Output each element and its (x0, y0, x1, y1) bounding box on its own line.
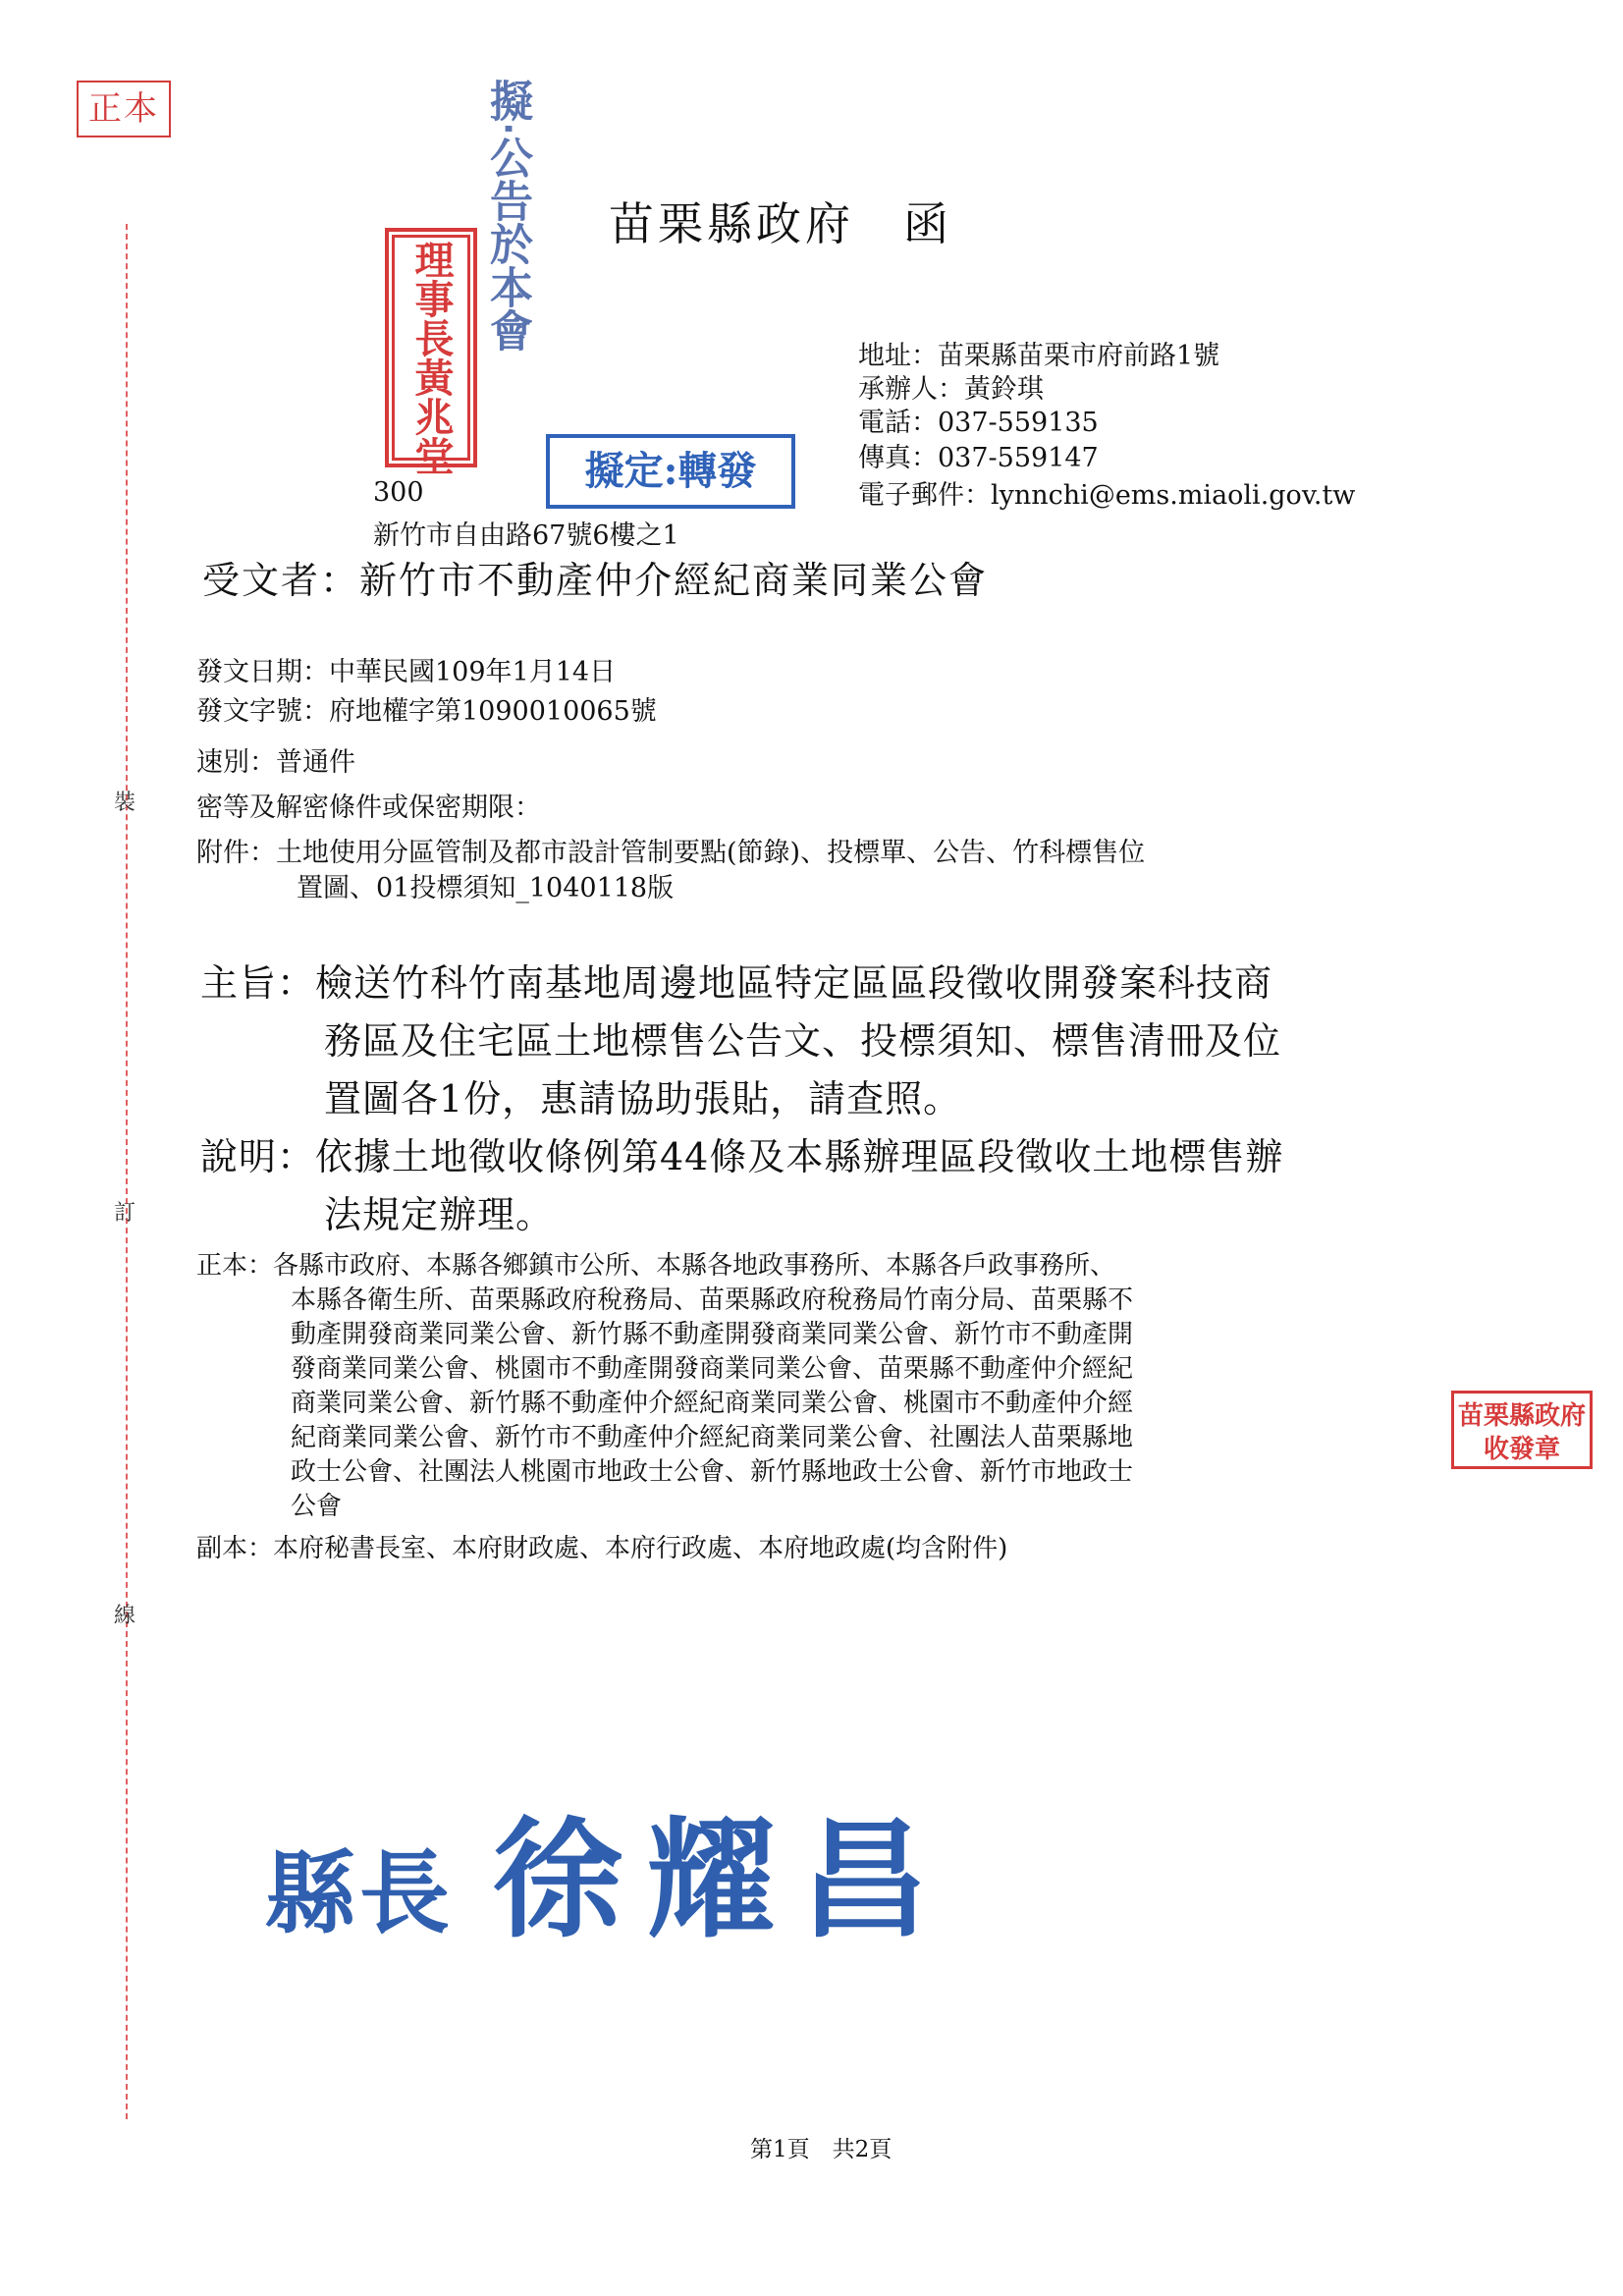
signature-title: 縣長 (265, 1840, 455, 1946)
contact-handler: 承辦人：黃鈴琪 (858, 374, 1044, 405)
handwritten-annotation: 擬‧公告於本會 (482, 79, 532, 352)
copy-stamp: 正本 (77, 81, 171, 137)
speed: 速別：普通件 (196, 747, 355, 778)
attachment-line-1: 附件：土地使用分區管制及都市設計管制要點(節錄)、投標單、公告、竹科標售位 (196, 838, 1146, 868)
explanation-line-1: 說明：依據土地徵收條例第44條及本縣辦理區段徵收土地標售辦 (200, 1135, 1284, 1178)
title-doc-type: 函 (903, 197, 952, 250)
binding-char-xian: 線 (114, 1604, 136, 1628)
original-recipients-line: 商業同業公會、新竹縣不動產仲介經紀商業同業公會、桃園市不動產仲介經 (291, 1389, 1134, 1418)
original-recipients-line: 紀商業同業公會、新竹市不動產仲介經紀商業同業公會、社團法人苗栗縣地 (291, 1423, 1134, 1452)
issue-number: 發文字號：府地權字第1090010065號 (196, 696, 657, 727)
contact-phone: 電話：037-559135 (858, 408, 1099, 438)
binding-char-zhuang: 裝 (114, 791, 136, 815)
contact-email: 電子郵件：lynnchi@ems.miaoli.gov.tw (858, 480, 1356, 511)
county-seal: 苗栗縣政府收發章 (1451, 1391, 1593, 1469)
approval-stamp: 擬定:轉發 (546, 434, 795, 509)
subject-line-3: 置圖各1份，惠請協助張貼，請查照。 (324, 1077, 962, 1121)
binding-dashed-line (126, 224, 128, 2119)
chairman-seal-text: 理事長黃兆堂 (408, 240, 455, 475)
copies-line: 副本：本府秘書長室、本府財政處、本府行政處、本府地政處(均含附件) (196, 1534, 1008, 1563)
original-recipients-line: 正本：各縣市政府、本縣各鄉鎮市公所、本縣各地政事務所、本縣各戶政事務所、 (196, 1251, 1116, 1281)
original-recipients-line: 本縣各衛生所、苗栗縣政府稅務局、苗栗縣政府稅務局竹南分局、苗栗縣不 (291, 1285, 1134, 1315)
secrecy: 密等及解密條件或保密期限： (196, 793, 541, 823)
subject-line-1: 主旨：檢送竹科竹南基地周邊地區特定區區段徵收開發案科技商 (200, 961, 1273, 1005)
issue-date: 發文日期：中華民國109年1月14日 (196, 657, 617, 687)
binding-char-ding: 訂 (114, 1201, 136, 1226)
signature-name: 徐耀昌 (493, 1804, 953, 1956)
chairman-seal (385, 228, 477, 475)
original-recipients-line: 動產開發商業同業公會、新竹縣不動產開發商業同業公會、新竹市不動產開 (291, 1320, 1134, 1349)
receiver: 受文者：新竹市不動產仲介經紀商業同業公會 (202, 559, 989, 602)
contact-address: 地址：苗栗縣苗栗市府前路1號 (858, 341, 1220, 371)
subject-line-2: 務區及住宅區土地標售公告文、投標須知、標售清冊及位 (324, 1019, 1282, 1063)
recipient-zip: 300 (373, 477, 424, 508)
original-recipients-line: 政士公會、社團法人桃園市地政士公會、新竹縣地政士公會、新竹市地政士 (291, 1457, 1134, 1487)
original-recipients-line: 發商業同業公會、桃園市不動產開發商業同業公會、苗栗縣不動產仲介經紀 (291, 1354, 1134, 1384)
explanation-line-2: 法規定辦理。 (324, 1193, 555, 1236)
contact-fax: 傳真：037-559147 (858, 443, 1099, 473)
signature-block (265, 1776, 952, 1962)
original-recipients-line: 公會 (291, 1492, 343, 1521)
recipient-address: 新竹市自由路67號6樓之1 (373, 520, 679, 551)
page-footer: 第1頁 共2頁 (750, 2137, 893, 2162)
title-org: 苗栗縣政府 (609, 197, 854, 250)
attachment-line-2: 置圖、01投標須知_1040118版 (297, 873, 675, 903)
page-title (609, 189, 952, 253)
